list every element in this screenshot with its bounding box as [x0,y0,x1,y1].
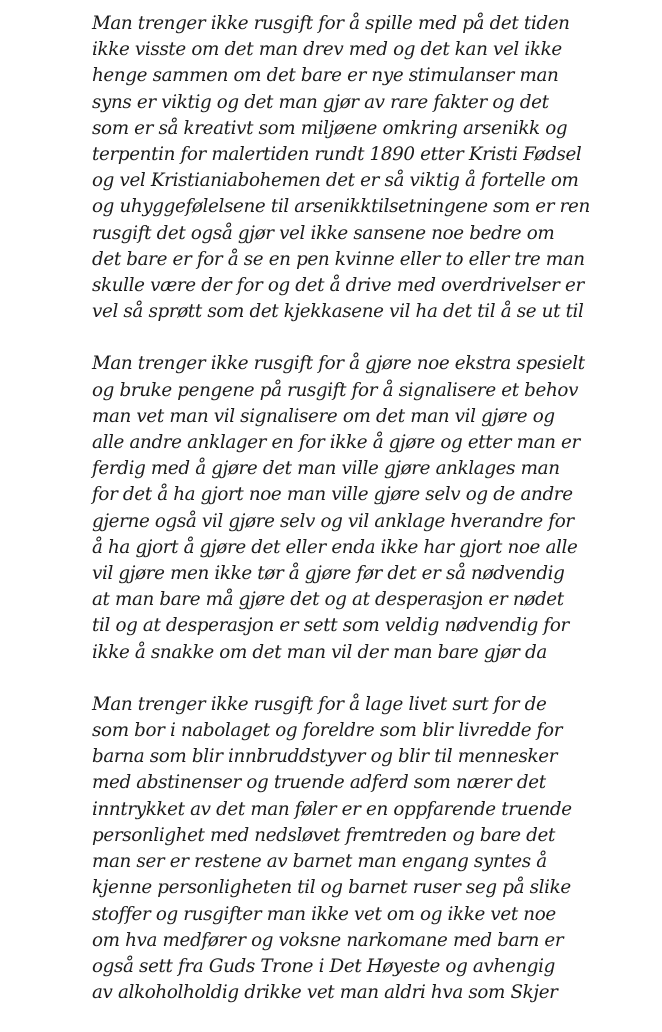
text-line: gjerne også vil gjøre selv og vil anklage hverandre for [92,510,574,532]
text-line: inntrykket av det man føler er en oppfarende truende [92,798,572,820]
text-line: vel så sprøtt som det kjekkasene vil ha det til å se ut til [92,301,584,323]
document-body [92,11,652,1032]
text-line: henge sammen om det bare er nye stimulanser man [92,65,559,87]
text-line: om hva medfører og voksne narkomane med barn er [92,929,564,951]
text-line: til og at desperasjon er sett som veldig nødvendig for [92,615,569,637]
text-line: å ha gjort å gjøre det eller enda ikke har gjort noe alle [92,536,578,558]
text-line: Man trenger ikke rusgift for å gjøre noe ekstra spesielt [92,353,585,375]
paragraph-3 [92,692,652,1006]
text-line: som bor i nabolaget og foreldre som blir livredde for [92,720,563,742]
text-line: som er så kreativt som miljøene omkring arsenikk og [92,117,568,139]
text-line: Man trenger ikke rusgift for å lage livet surt for de [92,693,547,715]
text-line: av alkoholholdig drikke vet man aldri hva som Skjer [92,982,558,1004]
text-line: det bare er for å se en pen kvinne eller to eller tre man [92,248,585,270]
text-line: rusgift det også gjør vel ikke sansene noe bedre om [92,222,555,244]
text-line: og bruke pengene på rusgift for å signalisere et behov [92,379,579,401]
text-line: man vet man vil signalisere om det man vil gjøre og [92,405,555,427]
text-line: ikke visste om det man drev med og det kan vel ikke [92,39,562,61]
text-line: skulle være der for og det å drive med overdrivelser er [92,275,584,297]
text-line: at man bare må gjøre det og at desperasjon er nødet [92,589,564,611]
text-line: man ser er restene av barnet man engang syntes å [92,851,547,873]
text-line: stoffer og rusgifter man ikke vet om og ikke vet noe [92,903,556,925]
text-line: ikke å snakke om det man vil der man bare gjør da [92,641,547,663]
text-line: og vel Kristianiabohemen det er så viktig å fortelle om [92,170,579,192]
text-line: vil gjøre men ikke tør å gjøre før det er så nødvendig [92,563,565,585]
text-line: syns er viktig og det man gjør av rare fakter og det [92,91,549,113]
text-line: terpentin for malertiden rundt 1890 etter Kristi Fødsel [92,144,582,166]
text-line: barna som blir innbruddstyver og blir til mennesker [92,746,558,768]
text-line: alle andre anklager en for ikke å gjøre og etter man er [92,432,580,454]
text-line: med abstinenser og truende adferd som nærer det [92,772,546,794]
paragraph-1 [92,11,652,325]
text-line: ferdig med å gjøre det man ville gjøre anklages man [92,458,560,480]
paragraph-2 [92,351,652,665]
text-line: Man trenger ikke rusgift for å spille med på det tiden [92,13,570,34]
text-line: kjenne personligheten til og barnet ruser seg på slike [92,877,571,899]
text-line: også sett fra Guds Trone i Det Høyeste og avhengig [92,955,555,977]
text-line: og uhyggefølelsene til arsenikktilsetningene som er ren [92,196,590,218]
text-line: for det å ha gjort noe man ville gjøre selv og de andre [92,484,573,506]
text-line: personlighet med nedsløvet fremtreden og bare det [92,824,555,846]
